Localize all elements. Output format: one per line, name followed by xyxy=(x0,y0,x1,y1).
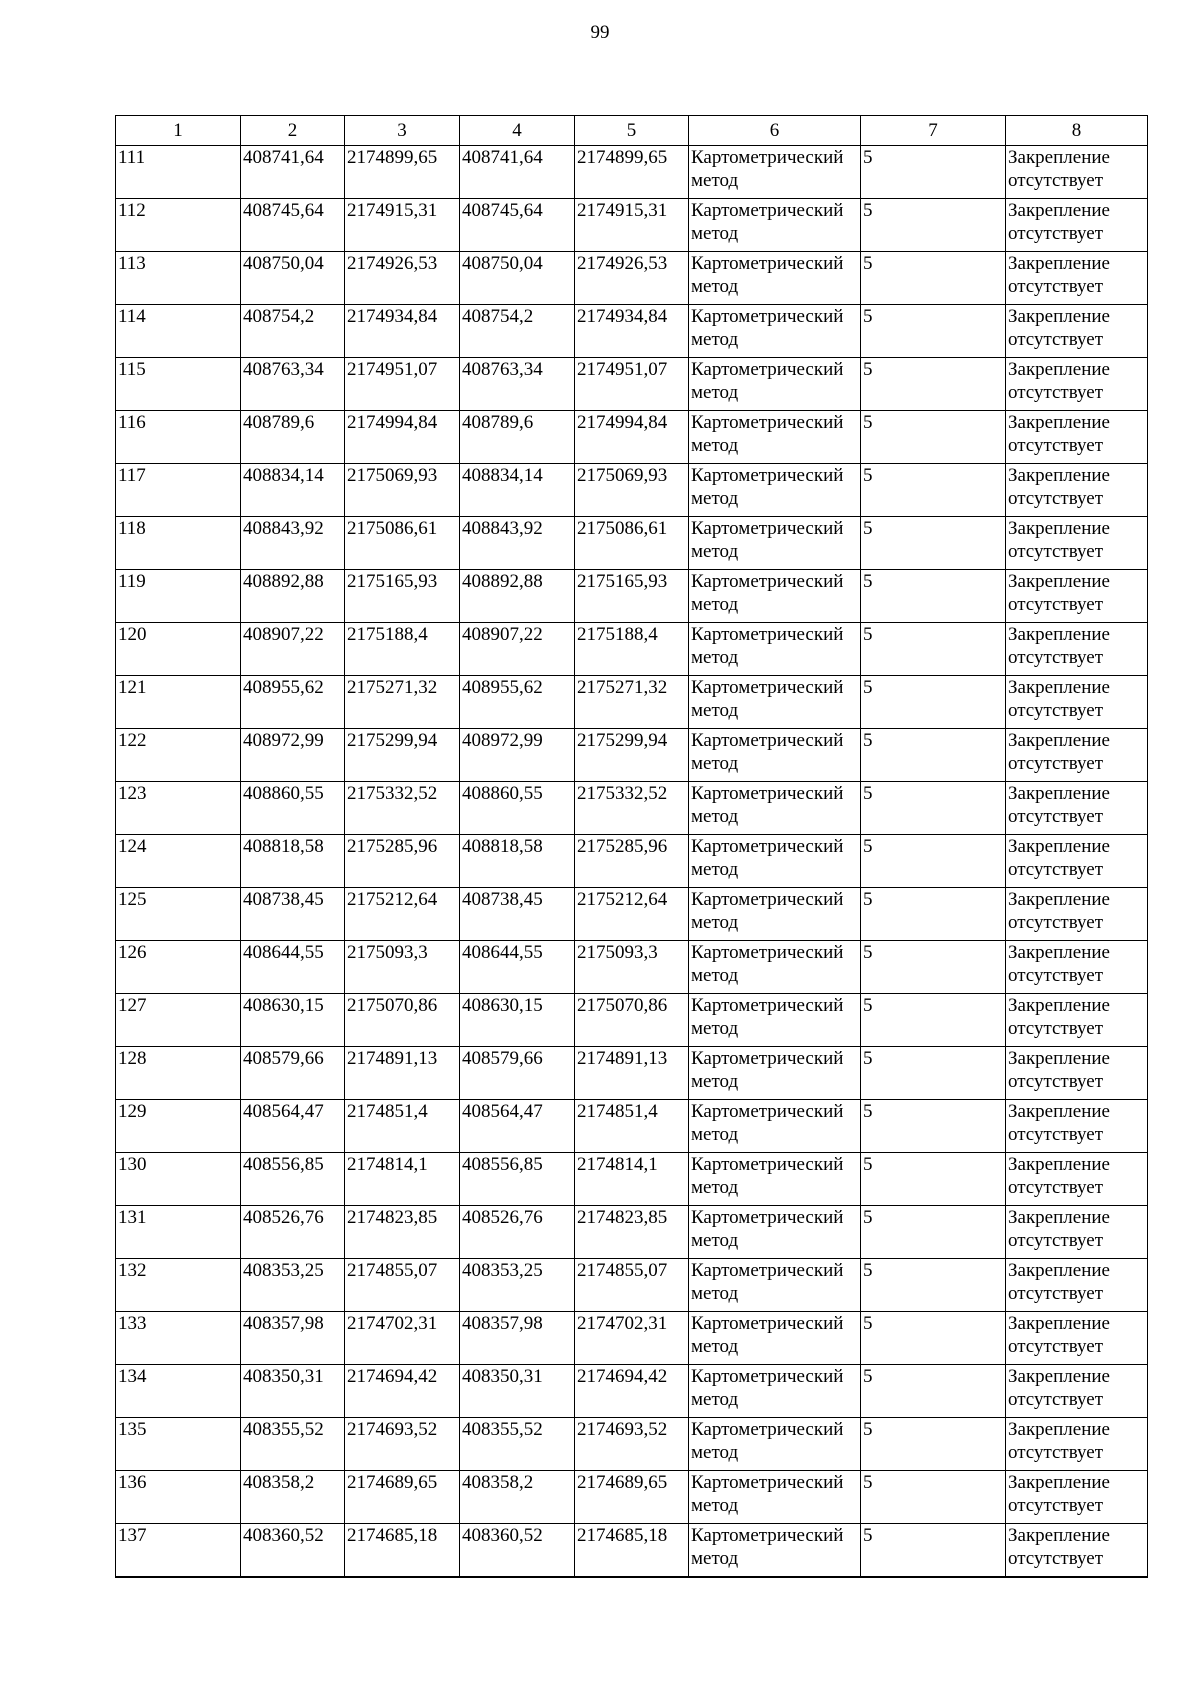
point-number-cell: 136 xyxy=(116,1471,241,1524)
x-specified-cell: 408834,14 xyxy=(460,464,575,517)
y-existing-cell: 2175212,64 xyxy=(345,888,460,941)
x-specified-cell: 408892,88 xyxy=(460,570,575,623)
y-specified-cell: 2174694,42 xyxy=(575,1365,689,1418)
x-specified-cell: 408630,15 xyxy=(460,994,575,1047)
table-row xyxy=(116,782,1148,835)
page-number: 99 xyxy=(590,22,610,43)
fixation-description-cell: Закрепление отсутствует xyxy=(1006,199,1148,252)
column-header: 3 xyxy=(345,116,460,146)
y-specified-cell: 2175093,3 xyxy=(575,941,689,994)
point-number-cell: 130 xyxy=(116,1153,241,1206)
y-existing-cell: 2174823,85 xyxy=(345,1206,460,1259)
accuracy-cell: 5 xyxy=(861,1312,1006,1365)
accuracy-cell: 5 xyxy=(861,358,1006,411)
table-row xyxy=(116,252,1148,305)
fixation-description-cell: Закрепление отсутствует xyxy=(1006,1259,1148,1312)
x-specified-cell: 408355,52 xyxy=(460,1418,575,1471)
table-row xyxy=(116,570,1148,623)
table-row xyxy=(116,464,1148,517)
y-specified-cell: 2174851,4 xyxy=(575,1100,689,1153)
method-cell: Картометрический метод xyxy=(689,1206,861,1259)
table-row xyxy=(116,941,1148,994)
x-existing-cell: 408644,55 xyxy=(241,941,345,994)
point-number-cell: 126 xyxy=(116,941,241,994)
y-specified-cell: 2174855,07 xyxy=(575,1259,689,1312)
accuracy-cell: 5 xyxy=(861,464,1006,517)
x-specified-cell: 408564,47 xyxy=(460,1100,575,1153)
point-number-cell: 127 xyxy=(116,994,241,1047)
fixation-description-cell: Закрепление отсутствует xyxy=(1006,888,1148,941)
accuracy-cell: 5 xyxy=(861,305,1006,358)
table-row xyxy=(116,517,1148,570)
y-specified-cell: 2175069,93 xyxy=(575,464,689,517)
method-cell: Картометрический метод xyxy=(689,1047,861,1100)
fixation-description-cell: Закрепление отсутствует xyxy=(1006,1312,1148,1365)
fixation-description-cell: Закрепление отсутствует xyxy=(1006,411,1148,464)
method-cell: Картометрический метод xyxy=(689,729,861,782)
y-existing-cell: 2175070,86 xyxy=(345,994,460,1047)
point-number-cell: 129 xyxy=(116,1100,241,1153)
fixation-description-cell: Закрепление отсутствует xyxy=(1006,623,1148,676)
x-specified-cell: 408860,55 xyxy=(460,782,575,835)
fixation-description-cell: Закрепление отсутствует xyxy=(1006,1206,1148,1259)
table-header-row xyxy=(116,116,1148,146)
table-row xyxy=(116,411,1148,464)
x-specified-cell: 408750,04 xyxy=(460,252,575,305)
point-number-cell: 121 xyxy=(116,676,241,729)
point-number-cell: 124 xyxy=(116,835,241,888)
y-specified-cell: 2174951,07 xyxy=(575,358,689,411)
y-existing-cell: 2174926,53 xyxy=(345,252,460,305)
y-existing-cell: 2174702,31 xyxy=(345,1312,460,1365)
point-number-cell: 137 xyxy=(116,1524,241,1578)
y-specified-cell: 2175212,64 xyxy=(575,888,689,941)
column-header: 6 xyxy=(689,116,861,146)
accuracy-cell: 5 xyxy=(861,199,1006,252)
point-number-cell: 132 xyxy=(116,1259,241,1312)
x-existing-cell: 408355,52 xyxy=(241,1418,345,1471)
method-cell: Картометрический метод xyxy=(689,1259,861,1312)
point-number-cell: 122 xyxy=(116,729,241,782)
y-specified-cell: 2174814,1 xyxy=(575,1153,689,1206)
y-specified-cell: 2174693,52 xyxy=(575,1418,689,1471)
x-existing-cell: 408972,99 xyxy=(241,729,345,782)
table-row xyxy=(116,1047,1148,1100)
accuracy-cell: 5 xyxy=(861,1524,1006,1578)
fixation-description-cell: Закрепление отсутствует xyxy=(1006,252,1148,305)
method-cell: Картометрический метод xyxy=(689,941,861,994)
point-number-cell: 116 xyxy=(116,411,241,464)
x-existing-cell: 408750,04 xyxy=(241,252,345,305)
x-existing-cell: 408526,76 xyxy=(241,1206,345,1259)
method-cell: Картометрический метод xyxy=(689,1365,861,1418)
fixation-description-cell: Закрепление отсутствует xyxy=(1006,1100,1148,1153)
fixation-description-cell: Закрепление отсутствует xyxy=(1006,358,1148,411)
x-existing-cell: 408860,55 xyxy=(241,782,345,835)
table-row xyxy=(116,1206,1148,1259)
point-number-cell: 117 xyxy=(116,464,241,517)
x-existing-cell: 408763,34 xyxy=(241,358,345,411)
x-existing-cell: 408353,25 xyxy=(241,1259,345,1312)
y-specified-cell: 2174899,65 xyxy=(575,146,689,199)
x-specified-cell: 408972,99 xyxy=(460,729,575,782)
x-specified-cell: 408556,85 xyxy=(460,1153,575,1206)
y-specified-cell: 2175070,86 xyxy=(575,994,689,1047)
x-specified-cell: 408353,25 xyxy=(460,1259,575,1312)
y-specified-cell: 2175165,93 xyxy=(575,570,689,623)
accuracy-cell: 5 xyxy=(861,1206,1006,1259)
x-specified-cell: 408763,34 xyxy=(460,358,575,411)
point-number-cell: 123 xyxy=(116,782,241,835)
point-number-cell: 118 xyxy=(116,517,241,570)
y-specified-cell: 2175285,96 xyxy=(575,835,689,888)
accuracy-cell: 5 xyxy=(861,146,1006,199)
accuracy-cell: 5 xyxy=(861,1471,1006,1524)
fixation-description-cell: Закрепление отсутствует xyxy=(1006,1524,1148,1578)
method-cell: Картометрический метод xyxy=(689,1418,861,1471)
x-specified-cell: 408644,55 xyxy=(460,941,575,994)
table-row xyxy=(116,146,1148,199)
method-cell: Картометрический метод xyxy=(689,1312,861,1365)
method-cell: Картометрический метод xyxy=(689,782,861,835)
fixation-description-cell: Закрепление отсутствует xyxy=(1006,305,1148,358)
coordinates-table xyxy=(115,115,1148,1578)
method-cell: Картометрический метод xyxy=(689,570,861,623)
accuracy-cell: 5 xyxy=(861,1153,1006,1206)
y-existing-cell: 2174689,65 xyxy=(345,1471,460,1524)
x-existing-cell: 408745,64 xyxy=(241,199,345,252)
x-specified-cell: 408357,98 xyxy=(460,1312,575,1365)
accuracy-cell: 5 xyxy=(861,517,1006,570)
fixation-description-cell: Закрепление отсутствует xyxy=(1006,1047,1148,1100)
fixation-description-cell: Закрепление отсутствует xyxy=(1006,570,1148,623)
method-cell: Картометрический метод xyxy=(689,676,861,729)
fixation-description-cell: Закрепление отсутствует xyxy=(1006,1471,1148,1524)
x-specified-cell: 408360,52 xyxy=(460,1524,575,1578)
table-row xyxy=(116,1471,1148,1524)
column-header: 2 xyxy=(241,116,345,146)
method-cell: Картометрический метод xyxy=(689,358,861,411)
column-header: 7 xyxy=(861,116,1006,146)
y-existing-cell: 2174934,84 xyxy=(345,305,460,358)
table-row xyxy=(116,994,1148,1047)
column-header: 5 xyxy=(575,116,689,146)
table-row xyxy=(116,1418,1148,1471)
x-existing-cell: 408754,2 xyxy=(241,305,345,358)
x-specified-cell: 408843,92 xyxy=(460,517,575,570)
y-existing-cell: 2174693,52 xyxy=(345,1418,460,1471)
method-cell: Картометрический метод xyxy=(689,464,861,517)
fixation-description-cell: Закрепление отсутствует xyxy=(1006,517,1148,570)
x-existing-cell: 408556,85 xyxy=(241,1153,345,1206)
x-existing-cell: 408843,92 xyxy=(241,517,345,570)
method-cell: Картометрический метод xyxy=(689,146,861,199)
y-specified-cell: 2174934,84 xyxy=(575,305,689,358)
method-cell: Картометрический метод xyxy=(689,888,861,941)
point-number-cell: 112 xyxy=(116,199,241,252)
table-row xyxy=(116,1312,1148,1365)
fixation-description-cell: Закрепление отсутствует xyxy=(1006,782,1148,835)
x-specified-cell: 408754,2 xyxy=(460,305,575,358)
point-number-cell: 131 xyxy=(116,1206,241,1259)
table-body xyxy=(116,146,1148,1578)
accuracy-cell: 5 xyxy=(861,1259,1006,1312)
fixation-description-cell: Закрепление отсутствует xyxy=(1006,1418,1148,1471)
accuracy-cell: 5 xyxy=(861,835,1006,888)
method-cell: Картометрический метод xyxy=(689,1524,861,1578)
x-existing-cell: 408360,52 xyxy=(241,1524,345,1578)
method-cell: Картометрический метод xyxy=(689,623,861,676)
point-number-cell: 134 xyxy=(116,1365,241,1418)
point-number-cell: 135 xyxy=(116,1418,241,1471)
table-row xyxy=(116,1100,1148,1153)
fixation-description-cell: Закрепление отсутствует xyxy=(1006,729,1148,782)
y-specified-cell: 2174702,31 xyxy=(575,1312,689,1365)
x-existing-cell: 408630,15 xyxy=(241,994,345,1047)
x-existing-cell: 408738,45 xyxy=(241,888,345,941)
table-row xyxy=(116,729,1148,782)
column-header: 1 xyxy=(116,116,241,146)
y-specified-cell: 2174891,13 xyxy=(575,1047,689,1100)
table-row xyxy=(116,305,1148,358)
y-existing-cell: 2175299,94 xyxy=(345,729,460,782)
table-row xyxy=(116,358,1148,411)
accuracy-cell: 5 xyxy=(861,1418,1006,1471)
table-row xyxy=(116,199,1148,252)
y-existing-cell: 2175165,93 xyxy=(345,570,460,623)
fixation-description-cell: Закрепление отсутствует xyxy=(1006,146,1148,199)
column-header: 8 xyxy=(1006,116,1148,146)
accuracy-cell: 5 xyxy=(861,1100,1006,1153)
method-cell: Картометрический метод xyxy=(689,199,861,252)
x-specified-cell: 408350,31 xyxy=(460,1365,575,1418)
fixation-description-cell: Закрепление отсутствует xyxy=(1006,1365,1148,1418)
x-existing-cell: 408357,98 xyxy=(241,1312,345,1365)
y-existing-cell: 2175069,93 xyxy=(345,464,460,517)
method-cell: Картометрический метод xyxy=(689,994,861,1047)
fixation-description-cell: Закрепление отсутствует xyxy=(1006,941,1148,994)
point-number-cell: 120 xyxy=(116,623,241,676)
accuracy-cell: 5 xyxy=(861,623,1006,676)
x-specified-cell: 408955,62 xyxy=(460,676,575,729)
y-existing-cell: 2174951,07 xyxy=(345,358,460,411)
table-row xyxy=(116,1259,1148,1312)
accuracy-cell: 5 xyxy=(861,994,1006,1047)
x-existing-cell: 408741,64 xyxy=(241,146,345,199)
method-cell: Картометрический метод xyxy=(689,1100,861,1153)
accuracy-cell: 5 xyxy=(861,941,1006,994)
method-cell: Картометрический метод xyxy=(689,1471,861,1524)
y-existing-cell: 2174685,18 xyxy=(345,1524,460,1578)
y-existing-cell: 2175332,52 xyxy=(345,782,460,835)
accuracy-cell: 5 xyxy=(861,411,1006,464)
fixation-description-cell: Закрепление отсутствует xyxy=(1006,464,1148,517)
x-specified-cell: 408741,64 xyxy=(460,146,575,199)
accuracy-cell: 5 xyxy=(861,782,1006,835)
x-existing-cell: 408350,31 xyxy=(241,1365,345,1418)
table-row xyxy=(116,1524,1148,1578)
fixation-description-cell: Закрепление отсутствует xyxy=(1006,994,1148,1047)
x-existing-cell: 408892,88 xyxy=(241,570,345,623)
method-cell: Картометрический метод xyxy=(689,517,861,570)
y-specified-cell: 2174823,85 xyxy=(575,1206,689,1259)
fixation-description-cell: Закрепление отсутствует xyxy=(1006,835,1148,888)
point-number-cell: 128 xyxy=(116,1047,241,1100)
y-existing-cell: 2175271,32 xyxy=(345,676,460,729)
table-row xyxy=(116,1153,1148,1206)
table-row xyxy=(116,1365,1148,1418)
y-specified-cell: 2175332,52 xyxy=(575,782,689,835)
point-number-cell: 119 xyxy=(116,570,241,623)
x-existing-cell: 408907,22 xyxy=(241,623,345,676)
point-number-cell: 115 xyxy=(116,358,241,411)
accuracy-cell: 5 xyxy=(861,729,1006,782)
x-specified-cell: 408745,64 xyxy=(460,199,575,252)
table-row xyxy=(116,835,1148,888)
x-specified-cell: 408526,76 xyxy=(460,1206,575,1259)
y-existing-cell: 2175188,4 xyxy=(345,623,460,676)
table-row xyxy=(116,888,1148,941)
x-existing-cell: 408358,2 xyxy=(241,1471,345,1524)
fixation-description-cell: Закрепление отсутствует xyxy=(1006,676,1148,729)
point-number-cell: 114 xyxy=(116,305,241,358)
y-specified-cell: 2175188,4 xyxy=(575,623,689,676)
point-number-cell: 111 xyxy=(116,146,241,199)
point-number-cell: 125 xyxy=(116,888,241,941)
y-existing-cell: 2174851,4 xyxy=(345,1100,460,1153)
x-existing-cell: 408579,66 xyxy=(241,1047,345,1100)
x-existing-cell: 408834,14 xyxy=(241,464,345,517)
table-row xyxy=(116,623,1148,676)
x-existing-cell: 408955,62 xyxy=(241,676,345,729)
y-existing-cell: 2175086,61 xyxy=(345,517,460,570)
y-existing-cell: 2174814,1 xyxy=(345,1153,460,1206)
x-specified-cell: 408358,2 xyxy=(460,1471,575,1524)
point-number-cell: 113 xyxy=(116,252,241,305)
method-cell: Картометрический метод xyxy=(689,835,861,888)
x-specified-cell: 408907,22 xyxy=(460,623,575,676)
accuracy-cell: 5 xyxy=(861,888,1006,941)
y-specified-cell: 2174689,65 xyxy=(575,1471,689,1524)
y-existing-cell: 2175285,96 xyxy=(345,835,460,888)
y-existing-cell: 2174899,65 xyxy=(345,146,460,199)
accuracy-cell: 5 xyxy=(861,676,1006,729)
y-existing-cell: 2174994,84 xyxy=(345,411,460,464)
method-cell: Картометрический метод xyxy=(689,411,861,464)
y-existing-cell: 2174855,07 xyxy=(345,1259,460,1312)
x-specified-cell: 408789,6 xyxy=(460,411,575,464)
method-cell: Картометрический метод xyxy=(689,305,861,358)
x-specified-cell: 408818,58 xyxy=(460,835,575,888)
y-specified-cell: 2175271,32 xyxy=(575,676,689,729)
method-cell: Картометрический метод xyxy=(689,1153,861,1206)
y-existing-cell: 2175093,3 xyxy=(345,941,460,994)
accuracy-cell: 5 xyxy=(861,570,1006,623)
y-specified-cell: 2175299,94 xyxy=(575,729,689,782)
point-number-cell: 133 xyxy=(116,1312,241,1365)
x-existing-cell: 408564,47 xyxy=(241,1100,345,1153)
y-specified-cell: 2174915,31 xyxy=(575,199,689,252)
accuracy-cell: 5 xyxy=(861,1365,1006,1418)
x-specified-cell: 408579,66 xyxy=(460,1047,575,1100)
x-existing-cell: 408818,58 xyxy=(241,835,345,888)
y-specified-cell: 2175086,61 xyxy=(575,517,689,570)
y-specified-cell: 2174926,53 xyxy=(575,252,689,305)
method-cell: Картометрический метод xyxy=(689,252,861,305)
column-header: 4 xyxy=(460,116,575,146)
y-specified-cell: 2174994,84 xyxy=(575,411,689,464)
y-existing-cell: 2174915,31 xyxy=(345,199,460,252)
y-existing-cell: 2174891,13 xyxy=(345,1047,460,1100)
accuracy-cell: 5 xyxy=(861,1047,1006,1100)
x-existing-cell: 408789,6 xyxy=(241,411,345,464)
accuracy-cell: 5 xyxy=(861,252,1006,305)
table-row xyxy=(116,676,1148,729)
x-specified-cell: 408738,45 xyxy=(460,888,575,941)
y-specified-cell: 2174685,18 xyxy=(575,1524,689,1578)
fixation-description-cell: Закрепление отсутствует xyxy=(1006,1153,1148,1206)
y-existing-cell: 2174694,42 xyxy=(345,1365,460,1418)
